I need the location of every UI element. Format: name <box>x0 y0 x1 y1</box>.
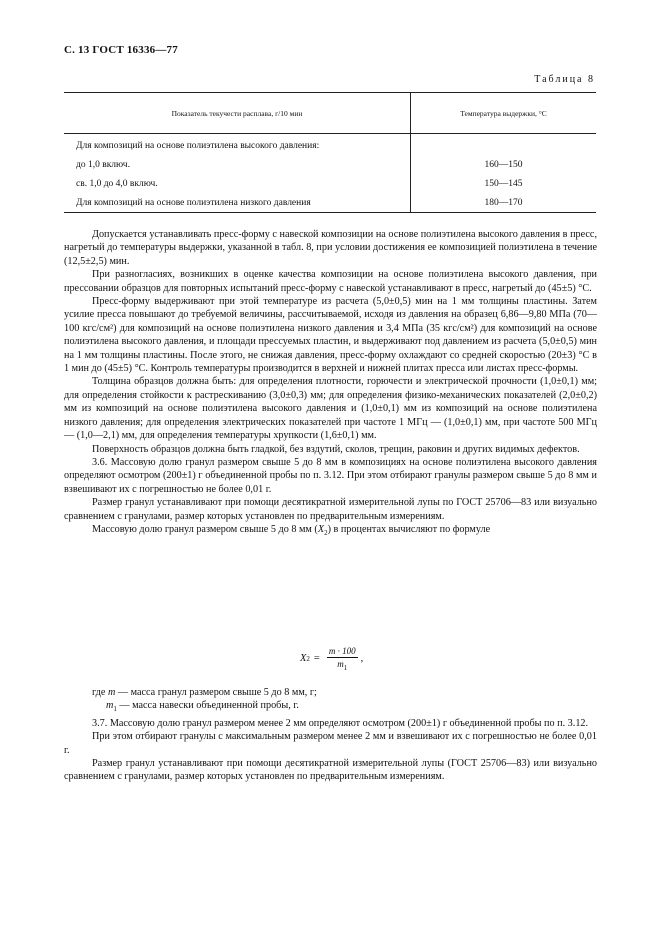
paragraph-formula-intro <box>64 523 597 540</box>
table-row <box>64 155 596 174</box>
denominator <box>337 658 347 672</box>
where-line-1 <box>64 686 597 699</box>
paragraph: Толщина образцов должна быть: для определения плотности, горючести и электрической прочности (1,0±0,1) мм; для определения стойкости к растрескиванию (3,0±0,3) мм; для определения физико-механических показателей (2,0±0,2) мм из композиций на основе полиэтилена высокого давления и (1,0±0,1) мм из композиций на основе полиэтилена низкого давления; для определения электрических показателей при частоте 1 МГц — (1,0±0,1) мм, при частоте 500 МГц — (1,0—2,1) мм, для определения температуры хрупкости (1,6±0,1) мм. <box>64 376 597 442</box>
paragraph-section-3-7: 3.7. Массовую долю гранул размером менее 2 мм определяют осмотром (200±1) г объединенной пробы по п. 3.12. <box>92 717 589 729</box>
table-row <box>64 193 596 213</box>
subscript: 1 <box>343 663 348 672</box>
variable: m <box>337 659 344 669</box>
equals-sign: = <box>313 653 320 665</box>
variable: X <box>317 523 325 535</box>
row-value: 160—150 <box>484 159 523 170</box>
paragraph: Поверхность образцов должна быть гладкой, без вздутий, сколов, трещин, раковин и других видимых дефектов. <box>92 443 580 455</box>
subscript: 2 <box>324 528 328 537</box>
subscript: 1 <box>113 705 117 714</box>
text-span: — масса гранул размером свыше 5 до 8 мм, г; <box>115 687 317 698</box>
table-caption: Таблица 8 <box>534 74 595 85</box>
body-text <box>64 228 597 540</box>
paragraph: Допускается устанавливать пресс-форму с навеской композиции на основе полиэтилена высокого давления в пресс, нагретый до температуры выдержки, указанной в табл. 8, при условии достижения ее композицией полиэтилена в течение (12,5±2,5) мин. <box>64 229 597 267</box>
page-header: С. 13 ГОСТ 16336—77 <box>64 44 178 56</box>
numerator: m · 100 <box>328 646 356 656</box>
text-span: Массовую долю гранул размером свыше 5 до 8 мм ( <box>92 523 318 535</box>
fraction <box>327 646 358 672</box>
text-span: — масса навески объединенной пробы, г. <box>116 700 299 712</box>
paragraph: При разногласиях, возникших в оценке качества композиции на основе полиэтилена высокого давления, при прессовании образцов для повторных испытаний пресс-форму с навеской устанавливают в пресс, нагретый до (45±5) °С. <box>64 269 597 294</box>
formula-x2 <box>300 646 363 672</box>
paragraph: При этом отбирают гранулы с максимальным размером менее 2 мм и взвешивают их с погрешностью не более 0,01 г. <box>64 731 597 756</box>
formula-comma: , <box>360 653 364 665</box>
row-label: Для композиций на основе полиэтилена высокого давления: <box>64 134 411 156</box>
row-label: Для композиций на основе полиэтилена низкого давления <box>64 193 411 213</box>
paragraph: Размер гранул устанавливают при помощи десятикратной измерительной лупы (ГОСТ 25706—83) или визуально сравнением с гранулами, размер которых установлен по предварительным измерениям. <box>64 758 597 783</box>
paragraph: Размер гранул устанавливают при помощи десятикратной измерительной лупы по ГОСТ 25706—83 или визуально сравнением с гранулами, размер которых установлен по предварительным измерениям. <box>64 497 597 522</box>
formula-lhs: X <box>300 653 307 665</box>
row-value <box>411 134 597 156</box>
paragraph-section-3-6: 3.6. Массовую долю гранул размером свыше 5 до 8 мм в композициях на основе полиэтилена высокого давления определяют осмотром (200±1) г объединенной пробы по п. 3.12. При этом отбирают гранулы размером свыше 5 до 8 мм и взвешивают их с погрешностью не более 0,01 г. <box>64 456 597 495</box>
table-header-row <box>64 93 596 134</box>
row-label: св. 1,0 до 4,0 включ. <box>64 174 411 193</box>
variable: m <box>106 700 114 712</box>
lower-text <box>64 686 597 784</box>
text-span: ) в процентах вычисляют по формуле <box>327 523 491 535</box>
table-row <box>64 134 596 156</box>
row-label: до 1,0 включ. <box>64 155 411 174</box>
text-span: где <box>92 687 108 698</box>
paragraph: Пресс-форму выдерживают при этой температуре из расчета (5,0±0,5) мин на 1 мм толщины пластины. Затем усилие пресса повышают до требуемой величины, рассчитываемой, исходя из давления на образец 6,86—9,80 МПа (70—100 кгс/см²) для композиций на основе полиэтилена низкого давления и 3,4 МПа (35 кгс/см²) для композиций на основе полиэтилена высокого давления, и площади прессуемых пластин, и выдерживают под давлением из расчета (5,0±0,5) мин на 1 мм толщины пластины. После этого, не снижая давления, пресс-форму охлаждают со средней скоростью (20±3) °С в 1 мин до (45±5) °С. Контроль температуры производится в верхней и нижней плитах пресса или листах пресс-формы. <box>64 296 597 375</box>
variable: m <box>107 687 116 698</box>
column-header-melt-flow: Показатель текучести расплава, г/10 мин <box>64 93 411 134</box>
column-header-temperature: Температура выдержки, °С <box>411 93 597 134</box>
table-8 <box>64 92 596 213</box>
row-value: 180—170 <box>411 193 597 213</box>
row-value: 150—145 <box>484 178 523 189</box>
where-line-2 <box>64 699 597 716</box>
table-row <box>64 174 596 193</box>
subscript: 2 <box>306 654 310 663</box>
